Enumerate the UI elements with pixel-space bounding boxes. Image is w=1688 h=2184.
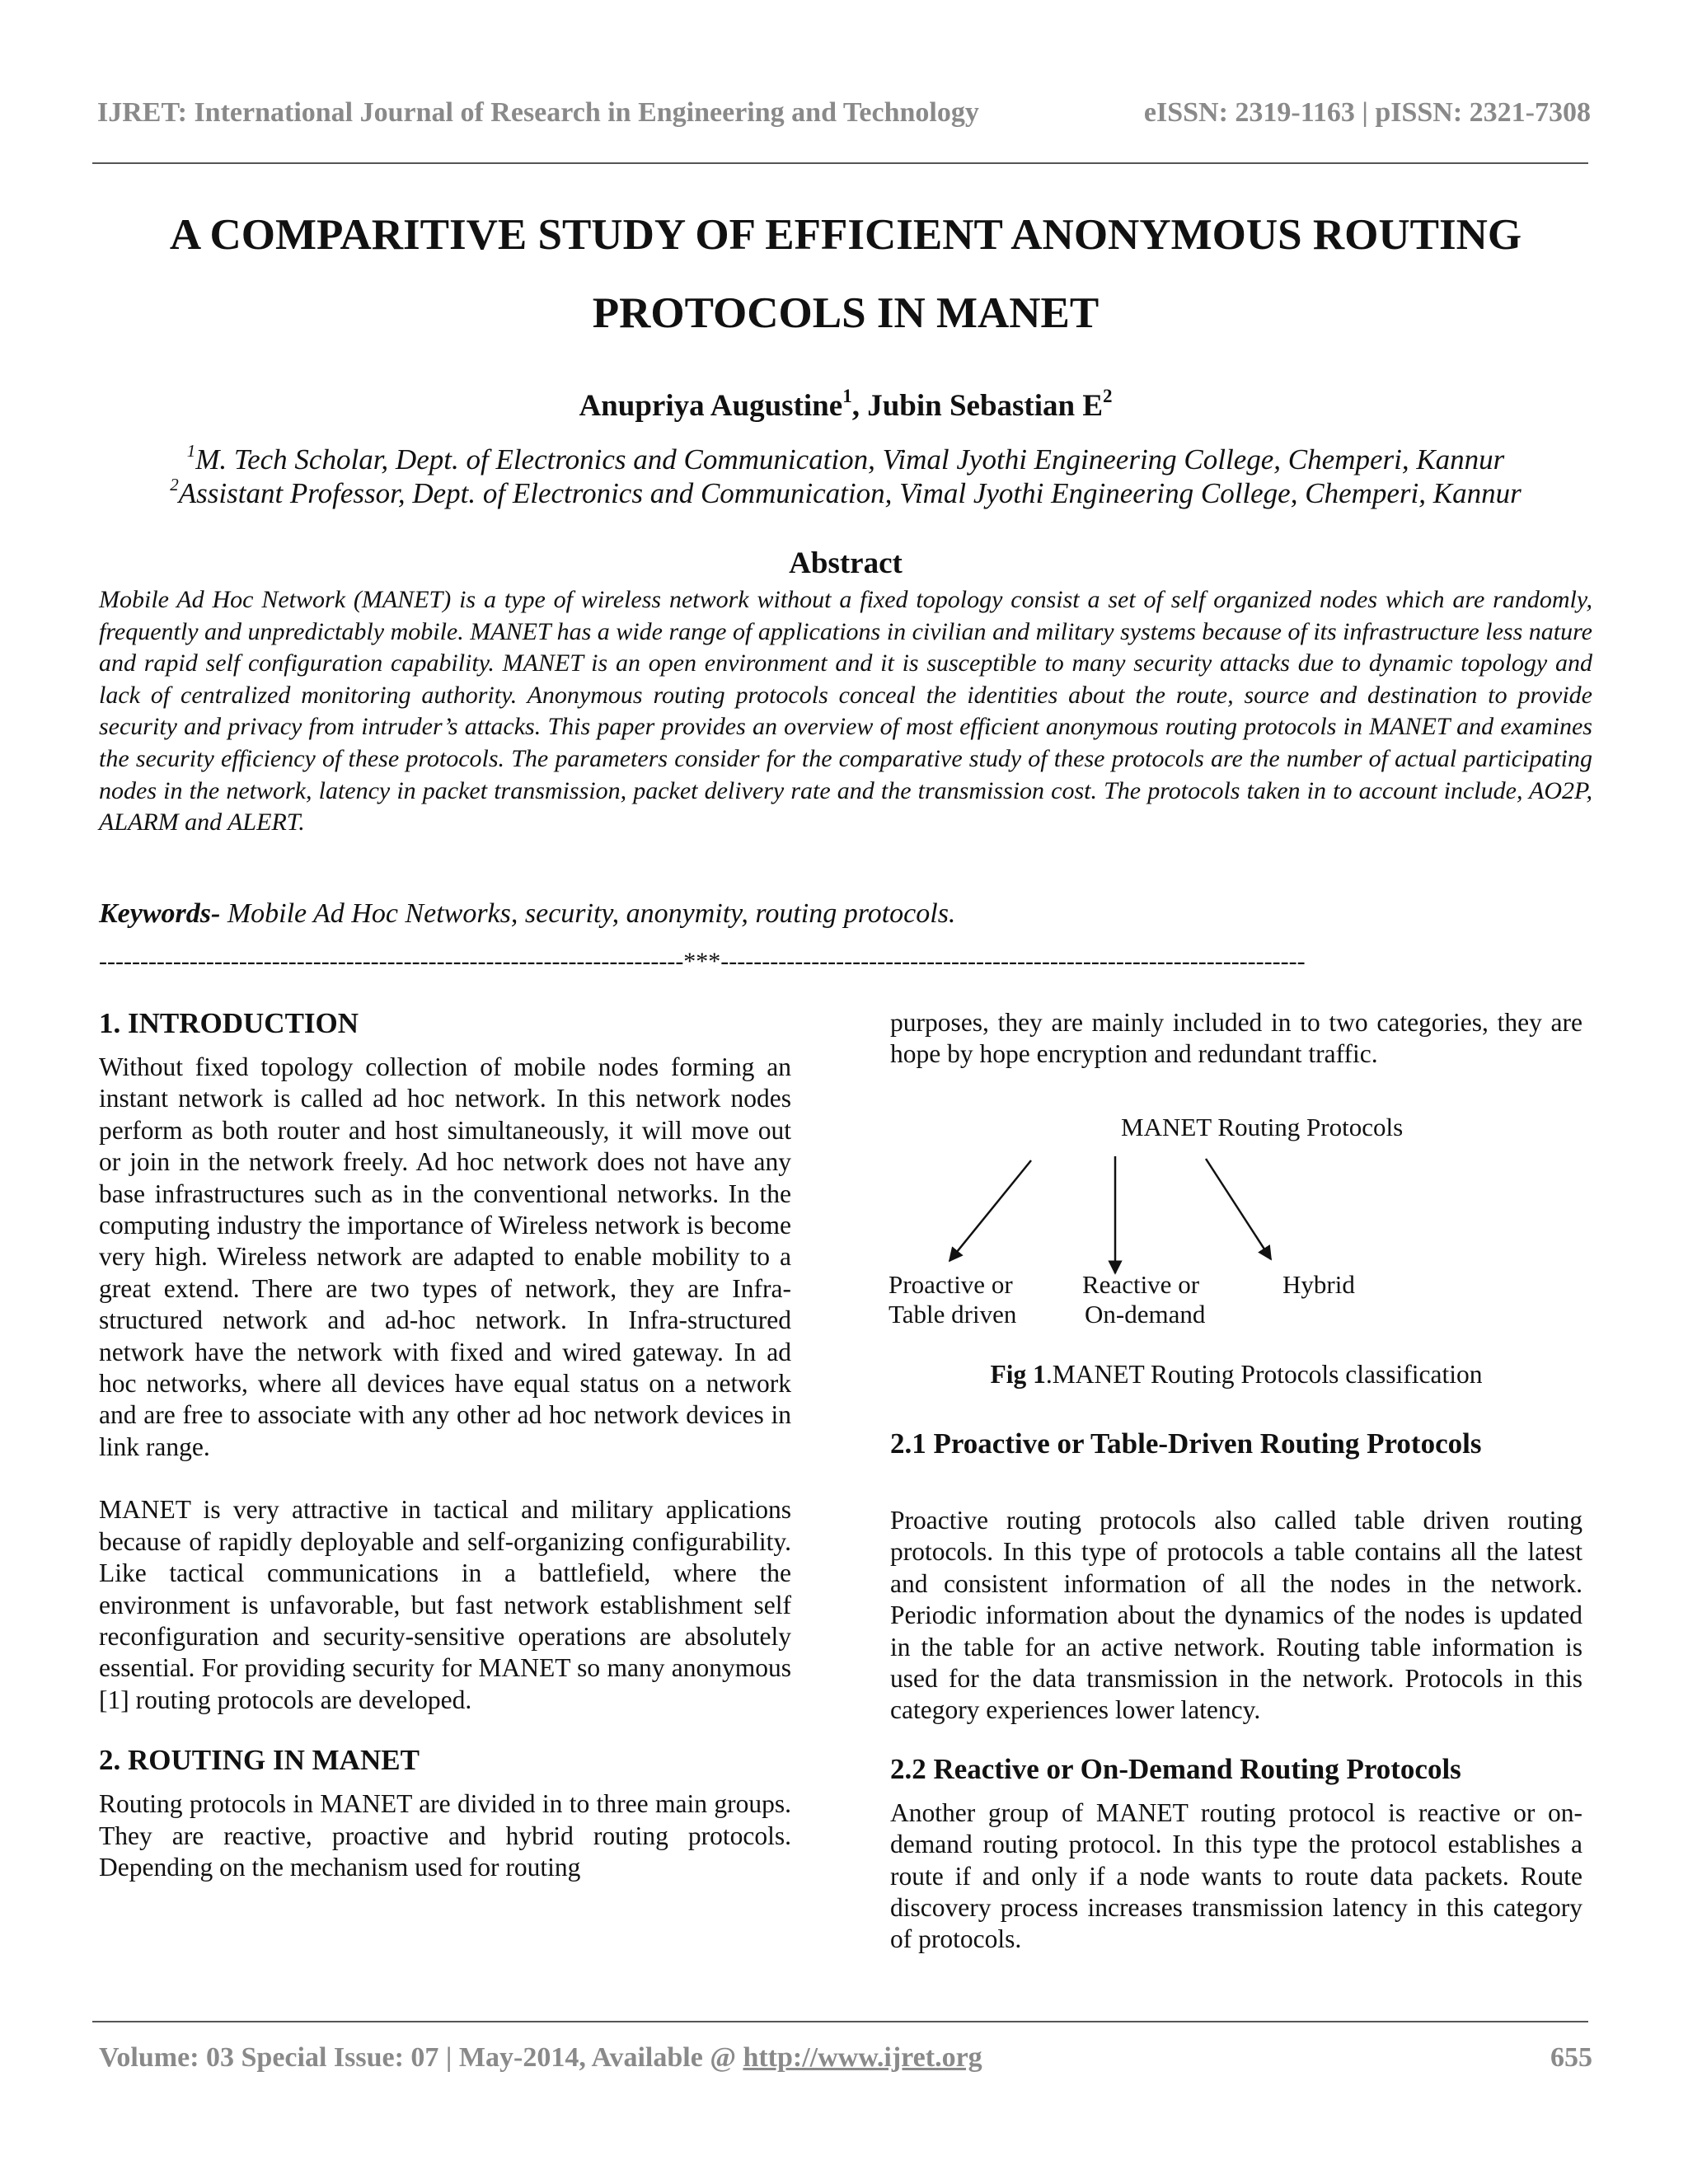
caption-text: .MANET Routing Protocols classification: [1045, 1360, 1483, 1389]
author-list: [99, 386, 1592, 424]
footer-volume: [99, 2042, 982, 2074]
affiliation-1: [99, 441, 1592, 476]
proactive-label-line-2: Table driven: [889, 1300, 1017, 1329]
journal-name: IJRET: International Journal of Research in Engineering and Technology: [97, 97, 979, 128]
abstract-heading: Abstract: [789, 546, 903, 580]
author-1: Anupriya Augustine: [579, 389, 843, 423]
right-column-bottom: [890, 1427, 1582, 1956]
reactive-label-line-2: On-demand: [1085, 1300, 1206, 1329]
proactive-label-line-1: Proactive or: [889, 1270, 1013, 1299]
abstract-body: Mobile Ad Hoc Network (MANET) is a type of wireless network without a fixed topology consist a set of self organized nodes which are randomly, frequently and unpredictably mobile. MANET has a wide range of applications in civilian and military systems because of its infrastructure less nature and rapid self configuration capability. MANET is an open environment and it is susceptible to many security attacks due to dynamic topology and lack of centralized monitoring authority. Anonymous routing protocols conceal the identities about the route, source and destination to provide security and privacy from intruder’s attacks. This paper provides an overview of most efficient anonymous routing protocols in MANET and examines the security efficiency of these protocols. The parameters consider for the comparative study of these protocols are the number of actual participating nodes in the network, latency in packet transmission, packet delivery rate and the transmission cost. The protocols taken in to account include, AO2P, ALARM and ALERT.: [99, 586, 1592, 837]
section-separator: -----------------------------------------------------------------------***-----------------------------------------------------------------------: [99, 948, 1306, 975]
author-2-sup: 2: [1103, 386, 1113, 406]
affiliation-2-sup: 2: [170, 475, 179, 494]
reactive-label-line-1: Reactive or: [1082, 1270, 1200, 1299]
author-separator: ,: [851, 389, 868, 423]
section-1-paragraph-1: Without fixed topology collection of mobile nodes forming an instant network is called ad hoc network. In this network nodes perform as both router and host simultaneously, it will move out or join in the network freely. Ad hoc network does not have any base infrastructures such as in the conventional networks. In the computing industry the importance of Wireless network is become very high. Wireless network are adapted to enable mobility to a great extend. There are two types of network, they are Infra-structured network and ad-hoc network. In Infra-structured network have the network with fixed and wired gateway. In ad hoc networks, where all devices have equal status on a network and are free to associate with any other ad hoc network devices in link range.: [99, 1052, 791, 1461]
journal-link[interactable]: http://www.ijret.org: [743, 2042, 982, 2073]
section-2-heading: 2. ROUTING IN MANET: [99, 1744, 420, 1777]
title-line-1: A COMPARITIVE STUDY OF EFFICIENT ANONYMOUS ROUTING: [169, 211, 1522, 259]
author-1-sup: 1: [842, 386, 852, 406]
section-2-2-heading: 2.2 Reactive or On-Demand Routing Protocols: [890, 1752, 1461, 1785]
left-column: [99, 1007, 791, 1883]
diagram-root-label: MANET Routing Protocols: [1121, 1113, 1404, 1141]
section-2-1-heading: 2.1 Proactive or Table-Driven Routing Protocols: [890, 1427, 1482, 1460]
author-2: Jubin Sebastian E: [867, 389, 1104, 423]
routing-continuation: purposes, they are mainly included in to two categories, they are hope by hope encryption and redundant traffic.: [890, 1008, 1582, 1069]
keywords-label: Keywords-: [99, 898, 221, 929]
affiliation-2-text: Assistant Professor, Dept. of Electronics and Communication, Vimal Jyothi Engineering College, Chemperi, Kannur: [178, 477, 1522, 509]
caption-label: Fig 1: [990, 1360, 1046, 1389]
affiliation-1-text: M. Tech Scholar, Dept. of Electronics and Communication, Vimal Jyothi Engineering College, Chemperi, Kannur: [195, 443, 1505, 476]
arrow-to-hybrid: [1206, 1159, 1271, 1259]
page-number: 655: [1550, 2042, 1592, 2073]
header-divider: [92, 162, 1588, 164]
hybrid-label: Hybrid: [1282, 1270, 1355, 1299]
arrow-to-proactive: [950, 1160, 1031, 1261]
affiliation-1-sup: 1: [186, 441, 196, 461]
keywords: [99, 898, 1592, 930]
section-2-2-paragraph: Another group of MANET routing protocol is reactive or on-demand routing protocol. In this type the protocol establishes a route if and only if a node wants to route data packets. Route discovery process increases transmission latency in this category of protocols.: [890, 1797, 1582, 1954]
figure-caption: [890, 1360, 1582, 1390]
footer-volume-text: Volume: 03 Special Issue: 07 | May-2014, Available @: [99, 2042, 743, 2073]
paper-title: [99, 196, 1592, 353]
section-2-1-paragraph: Proactive routing protocols also called table driven routing protocols. In this type of protocols a table contains all the latest and consistent information of all the nodes in the network. Periodic information about the dynamics of the nodes is updated in the table for an active network. Routing table information is used for the data transmission in the network. Protocols in this category experiences lower latency.: [890, 1506, 1582, 1725]
routing-protocols-diagram: [889, 1104, 1597, 1352]
title-line-2: PROTOCOLS IN MANET: [592, 289, 1100, 337]
footer-divider: [92, 2021, 1588, 2022]
keywords-text: Mobile Ad Hoc Networks, security, anonymity, routing protocols.: [220, 898, 956, 929]
section-2-paragraph-1: Routing protocols in MANET are divided in to three main groups. They are reactive, proactive and hybrid routing protocols. Depending on the mechanism used for routing: [99, 1789, 791, 1882]
affiliation-2: [99, 475, 1592, 510]
section-1-heading: 1. INTRODUCTION: [99, 1007, 359, 1039]
section-1-paragraph-2: MANET is very attractive in tactical and military applications because of rapidly deployable and self-organizing configurability. Like tactical communications in a battlefield, where the environment is unfavorable, but fast network establishment self reconfiguration and security-sensitive operations are absolutely essential. For providing security for MANET so many anonymous [1] routing protocols are developed.: [99, 1495, 791, 1714]
right-column-top: [890, 1007, 1582, 1071]
diagram-svg: [889, 1104, 1597, 1352]
issn-info: eISSN: 2319-1163 | pISSN: 2321-7308: [1143, 97, 1591, 128]
